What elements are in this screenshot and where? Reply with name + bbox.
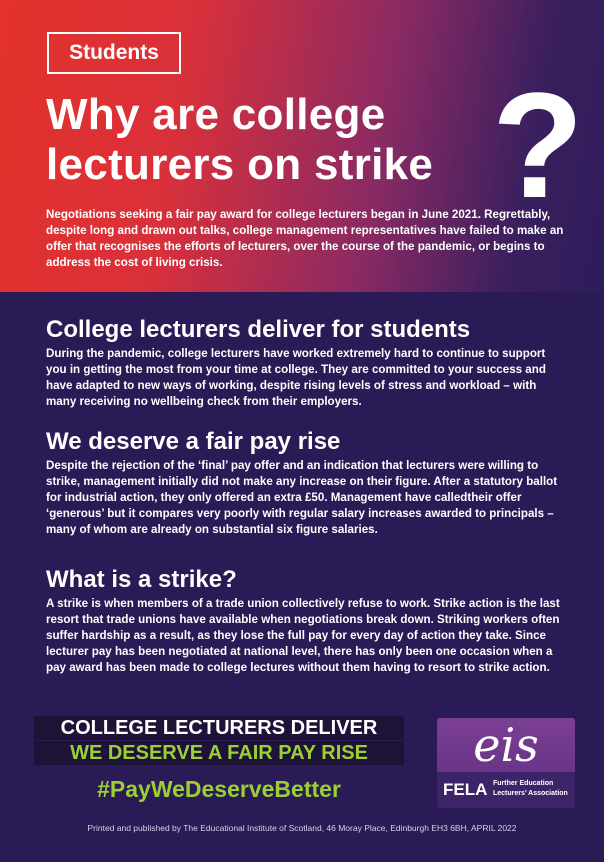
hashtag: #PayWeDeserveBetter (97, 776, 341, 802)
hero-section (0, 0, 604, 292)
question-mark-graphic: ? (492, 61, 584, 229)
section-lecturers-deliver (46, 316, 566, 410)
section-fair-pay (46, 428, 566, 538)
fela-subtitle (493, 779, 573, 799)
slogan-line-1: COLLEGE LECTURERS DELIVER (34, 716, 404, 740)
section-heading: We deserve a fair pay rise (46, 428, 341, 455)
headline (46, 90, 433, 190)
slogan-line-2: WE DESERVE A FAIR PAY RISE (34, 741, 404, 765)
section-heading: What is a strike? (46, 566, 237, 593)
headline-line-2: lecturers on strike (46, 140, 434, 189)
publisher-footer: Printed and published by The Educational Institute of Scotland, 46 Moray Place, Edinburgh EH3 6BH, APRIL 2022 (87, 823, 517, 833)
section-body: Despite the rejection of the ‘final’ pay offer and an indication that lecturers were willing to strike, management initially did not make any increase on their figure. After a statutory ballot for industrial action, they only offered an extra £50. Management have calledtheir offer ‘generous’ but it compares very poorly with regular salary increases awarded to principals – many of whom are already on substantial six figure salaries. (46, 459, 558, 536)
eis-fela-logo (437, 718, 575, 808)
fela-subtitle-line-1: Further Education (493, 780, 554, 787)
fela-subtitle-line-2: Lecturers’ Association (493, 790, 568, 797)
section-body: A strike is when members of a trade union collectively refuse to work. Strike action is the last resort that trade unions have available when negotiations break down. Striking workers often suffer hardship as a result, as they lose the full pay for every day of action they take. Since lecturer pay has been negotiated at national level, there has only been one occasion when a pay award has been made to college lectures without them having to resort to strike action. (46, 597, 560, 674)
audience-tag: Students (47, 32, 181, 74)
section-body: During the pandemic, college lecturers have worked extremely hard to continue to support you in getting the most from your time at college. They are committed to your success and have adapted to new ways of working, despite rising levels of stress and workload – with many receiving no wellbeing check from their employers. (46, 347, 546, 408)
eis-logo-text: eis (473, 718, 539, 772)
intro-paragraph: Negotiations seeking a fair pay award for college lecturers began in June 2021. Regrettably, despite long and drawn out talks, college management representatives have failed to make an offer that recognises the efforts of lecturers, over the course of the pandemic, or begins to address the cost of living crisis. (46, 208, 564, 269)
headline-line-1: Why are college (46, 90, 386, 139)
section-what-is-strike (46, 566, 566, 676)
section-heading: College lecturers deliver for students (46, 316, 471, 343)
fela-logo-text: FELA (443, 780, 488, 799)
